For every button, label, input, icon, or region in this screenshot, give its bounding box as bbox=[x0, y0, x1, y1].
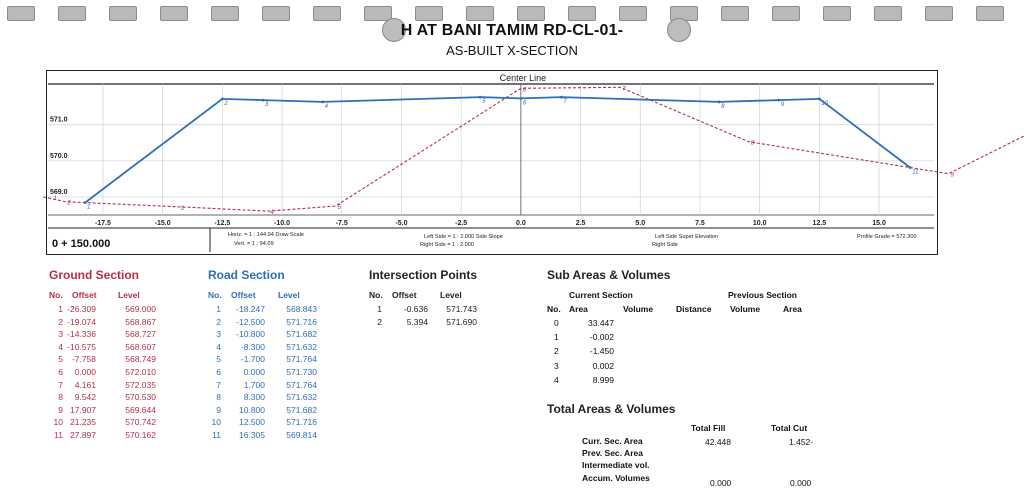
station-label: 0 + 150.000 bbox=[52, 238, 111, 250]
table-cell-no: 8 bbox=[58, 392, 63, 403]
ground-point-number: 5 bbox=[337, 205, 341, 212]
column-header: Offset bbox=[392, 290, 417, 300]
table-cell-offset: 12.500 bbox=[239, 417, 265, 428]
table-cell-offset: -19.074 bbox=[67, 316, 96, 327]
table-cell-level: 568.749 bbox=[125, 354, 156, 365]
table-cell-no: 11 bbox=[54, 430, 63, 440]
side-slope-left: Left Side = 1 : 2.000 Side Slope bbox=[424, 234, 503, 240]
column-header: Volume bbox=[730, 304, 761, 314]
ground-line bbox=[43, 87, 1024, 211]
ground-point-number: 8 bbox=[750, 140, 755, 147]
road-point bbox=[519, 97, 522, 100]
super-elevation-left: Left Side Super Elevation bbox=[655, 234, 719, 240]
road-section-title: Road Section bbox=[208, 268, 285, 282]
table-cell-level: 568.843 bbox=[286, 304, 317, 314]
table-cell-offset: 9.542 bbox=[74, 392, 96, 403]
table-cell-no: 3 bbox=[216, 329, 221, 340]
road-point-number: 2 bbox=[224, 100, 228, 107]
drawing-subtitle: AS-BUILT X-SECTION bbox=[446, 43, 578, 58]
road-point bbox=[777, 99, 780, 102]
side-slope-right: Right Side = 1 : 2.000 bbox=[420, 242, 474, 248]
curr-fill-value: 42.448 bbox=[705, 437, 731, 447]
table-cell-offset: 0.000 bbox=[74, 367, 96, 377]
table-cell-no: 3 bbox=[554, 360, 559, 371]
table-cell-no: 5 bbox=[216, 354, 221, 365]
table-cell-offset: 21.235 bbox=[70, 417, 96, 428]
column-header: No. bbox=[208, 290, 222, 300]
intersection-points-title: Intersection Points bbox=[369, 268, 478, 282]
intermediate-vol-label: Intermediate vol. bbox=[582, 460, 650, 470]
x-tick-label: -17.5 bbox=[94, 220, 111, 227]
road-point bbox=[909, 166, 912, 169]
table-cell-area: 0.002 bbox=[592, 360, 614, 371]
road-line bbox=[84, 96, 912, 204]
column-header: Level bbox=[278, 290, 300, 300]
road-point-number: 11 bbox=[912, 169, 919, 176]
table-cell-level: 572.010 bbox=[125, 367, 156, 377]
ground-point-number: 4 bbox=[270, 210, 274, 217]
table-cell-level: 571.682 bbox=[286, 329, 317, 340]
road-point-number: 10 bbox=[821, 100, 829, 107]
x-tick-label: 10.0 bbox=[752, 220, 767, 227]
column-header: Distance bbox=[676, 304, 712, 314]
x-tick-label: -7.5 bbox=[335, 220, 348, 227]
table-cell-no: 4 bbox=[58, 341, 63, 352]
table-cell-offset: -12.500 bbox=[236, 316, 265, 327]
draw-scale-horiz: Horiz. = 1 : 144.94 Draw Scale bbox=[228, 232, 305, 238]
road-point-number: 9 bbox=[780, 102, 785, 109]
table-cell-no: 1 bbox=[216, 304, 221, 314]
column-header: Area bbox=[783, 304, 802, 314]
table-cell-no: 10 bbox=[211, 417, 221, 428]
table-cell-level: 571.632 bbox=[286, 392, 317, 403]
road-point bbox=[262, 99, 265, 102]
x-tick-label: -15.0 bbox=[154, 220, 171, 227]
drawing-title: H AT BANI TAMIM RD-CL-01- bbox=[400, 22, 624, 39]
curr-sec-area-label: Curr. Sec. Area bbox=[582, 436, 643, 446]
table-cell-offset: -18.247 bbox=[236, 304, 265, 314]
x-tick-label: 15.0 bbox=[872, 220, 886, 227]
current-section-label: Current Section bbox=[569, 290, 633, 300]
column-header: No. bbox=[369, 290, 383, 300]
ground-point-number: 6 bbox=[522, 87, 527, 94]
table-cell-offset: -10.800 bbox=[236, 329, 265, 340]
y-tick-label: 569.0 bbox=[50, 188, 68, 196]
table-cell-no: 9 bbox=[58, 404, 63, 415]
ground-point-number: 1 bbox=[53, 195, 57, 202]
table-cell-offset: -8.300 bbox=[240, 341, 265, 352]
table-cell-no: 4 bbox=[216, 341, 221, 352]
road-point-number: 1 bbox=[87, 204, 91, 211]
table-cell-no: 1 bbox=[554, 332, 559, 343]
table-cell-no: 1 bbox=[377, 304, 382, 314]
table-cell-no: 7 bbox=[58, 379, 63, 390]
plot-grid bbox=[48, 84, 934, 252]
table-cell-no: 9 bbox=[216, 404, 221, 415]
column-header: Level bbox=[440, 290, 462, 300]
ground-point-number: 9 bbox=[950, 172, 954, 179]
y-tick-label: 571.0 bbox=[50, 116, 68, 124]
table-cell-level: 571.690 bbox=[446, 316, 477, 327]
draw-scale-vert: Vert. = 1 : 94.09 bbox=[234, 241, 274, 247]
table-cell-no: 2 bbox=[216, 316, 221, 327]
column-header: No. bbox=[547, 304, 561, 314]
table-cell-no: 2 bbox=[554, 346, 559, 357]
curr-cut-value: 1.452- bbox=[789, 437, 814, 447]
table-cell-no: 4 bbox=[554, 374, 559, 385]
road-point bbox=[560, 96, 563, 99]
table-cell-level: 571.764 bbox=[286, 354, 317, 365]
sub-areas-title: Sub Areas & Volumes bbox=[547, 268, 671, 282]
column-header: Level bbox=[118, 290, 140, 300]
table-cell-offset: -10.575 bbox=[67, 341, 96, 352]
super-elevation-right: Right Side bbox=[652, 242, 678, 248]
table-cell-level: 571.730 bbox=[286, 367, 317, 377]
center-line-label: Center Line bbox=[499, 73, 547, 83]
table-cell-level: 570.742 bbox=[125, 417, 156, 428]
x-tick-label: -10.0 bbox=[274, 220, 291, 227]
table-cell-no: 6 bbox=[58, 367, 63, 377]
table-cell-offset: 16.305 bbox=[239, 430, 265, 440]
ground-point-number: 3 bbox=[180, 205, 184, 212]
table-cell-offset: -1.700 bbox=[240, 354, 265, 365]
accum-volumes-label: Accum. Volumes bbox=[582, 473, 650, 483]
road-point bbox=[321, 101, 324, 104]
column-header: Area bbox=[569, 304, 588, 314]
road-point bbox=[818, 97, 821, 100]
table-cell-no: 0 bbox=[554, 318, 559, 328]
table-cell-offset: 8.300 bbox=[243, 392, 265, 403]
table-cell-level: 569.644 bbox=[125, 404, 156, 415]
table-cell-offset: 0.000 bbox=[243, 367, 265, 377]
road-point bbox=[84, 201, 87, 204]
table-cell-level: 571.682 bbox=[286, 404, 317, 415]
table-cell-offset: -26.309 bbox=[67, 304, 96, 314]
accum-fill-value: 0.000 bbox=[710, 478, 732, 488]
table-cell-level: 568.727 bbox=[125, 329, 156, 340]
road-profile bbox=[85, 97, 910, 203]
table-cell-no: 2 bbox=[377, 316, 382, 327]
x-tick-label: 12.5 bbox=[812, 220, 827, 227]
total-fill-header: Total Fill bbox=[691, 423, 726, 433]
table-cell-no: 11 bbox=[212, 430, 221, 440]
table-cell-level: 571.632 bbox=[286, 341, 317, 352]
road-point-number: 8 bbox=[721, 103, 725, 110]
road-point-number: 5 bbox=[482, 99, 486, 106]
x-tick-label: -12.5 bbox=[214, 220, 231, 227]
road-point bbox=[221, 97, 224, 100]
table-cell-area: 8.999 bbox=[592, 374, 614, 385]
x-tick-label: -2.5 bbox=[455, 220, 468, 227]
table-cell-offset: -7.758 bbox=[71, 354, 96, 365]
total-cut-header: Total Cut bbox=[771, 423, 808, 433]
table-cell-level: 571.764 bbox=[286, 379, 317, 390]
table-cell-level: 569.000 bbox=[125, 304, 156, 314]
road-point-number: 4 bbox=[324, 103, 328, 110]
table-cell-level: 569.814 bbox=[286, 430, 317, 440]
table-cell-level: 570.162 bbox=[125, 430, 156, 440]
table-cell-offset: -0.636 bbox=[403, 304, 428, 314]
totals-title: Total Areas & Volumes bbox=[547, 402, 676, 416]
x-tick-label: 5.0 bbox=[635, 220, 646, 227]
ground-profile bbox=[43, 87, 1024, 211]
table-cell-area: -0.002 bbox=[589, 332, 614, 343]
x-tick-label: 0.0 bbox=[515, 220, 526, 227]
table-cell-offset: 10.800 bbox=[239, 404, 265, 415]
accum-cut-value: 0.000 bbox=[790, 478, 812, 488]
table-cell-no: 8 bbox=[216, 392, 221, 403]
plot-labels bbox=[50, 73, 1024, 250]
ground-section-title: Ground Section bbox=[49, 268, 139, 282]
road-point-number: 7 bbox=[563, 99, 567, 106]
table-cell-level: 571.716 bbox=[286, 417, 317, 428]
table-cell-offset: 1.700 bbox=[243, 379, 265, 390]
road-point bbox=[479, 96, 482, 99]
prev-sec-area-label: Prev. Sec. Area bbox=[582, 448, 643, 458]
profile-grade: Profile Grade = 572.300 bbox=[857, 234, 917, 240]
table-cell-offset: 17.907 bbox=[70, 404, 96, 415]
table-cell-offset: 27.897 bbox=[70, 430, 96, 440]
table-cell-area: 33.447 bbox=[588, 318, 614, 328]
previous-section-label: Previous Section bbox=[728, 290, 797, 300]
y-tick-label: 570.0 bbox=[50, 152, 68, 160]
table-cell-level: 571.716 bbox=[286, 316, 317, 327]
table-cell-offset: 5.394 bbox=[406, 316, 428, 327]
table-cell-offset: 4.161 bbox=[74, 379, 96, 390]
table-cell-no: 7 bbox=[216, 379, 221, 390]
table-cell-no: 6 bbox=[216, 367, 221, 377]
table-cell-level: 572.035 bbox=[125, 379, 156, 390]
column-header: Volume bbox=[623, 304, 654, 314]
table-cell-no: 1 bbox=[58, 304, 63, 314]
table-cell-offset: -14.336 bbox=[67, 329, 96, 340]
table-cell-no: 5 bbox=[58, 354, 63, 365]
road-point-number: 6 bbox=[522, 100, 527, 107]
x-tick-label: 2.5 bbox=[575, 220, 586, 227]
table-cell-no: 10 bbox=[53, 417, 63, 428]
table-cell-no: 3 bbox=[58, 329, 63, 340]
column-header: Offset bbox=[231, 290, 256, 300]
road-point bbox=[718, 101, 721, 104]
table-cell-level: 568.867 bbox=[125, 316, 156, 327]
ground-point-number: 7 bbox=[622, 86, 626, 93]
table-cell-level: 568.607 bbox=[125, 341, 156, 352]
ground-point-number: 2 bbox=[67, 200, 71, 207]
table-cell-level: 571.743 bbox=[446, 304, 477, 314]
x-tick-label: -5.0 bbox=[395, 220, 408, 227]
table-cell-area: -1.450 bbox=[589, 346, 614, 357]
x-tick-label: 7.5 bbox=[695, 220, 705, 227]
road-point-number: 3 bbox=[264, 102, 269, 109]
column-header: No. bbox=[49, 290, 63, 300]
table-cell-level: 570.530 bbox=[125, 392, 156, 403]
column-header: Offset bbox=[72, 290, 97, 300]
table-cell-no: 2 bbox=[58, 316, 63, 327]
